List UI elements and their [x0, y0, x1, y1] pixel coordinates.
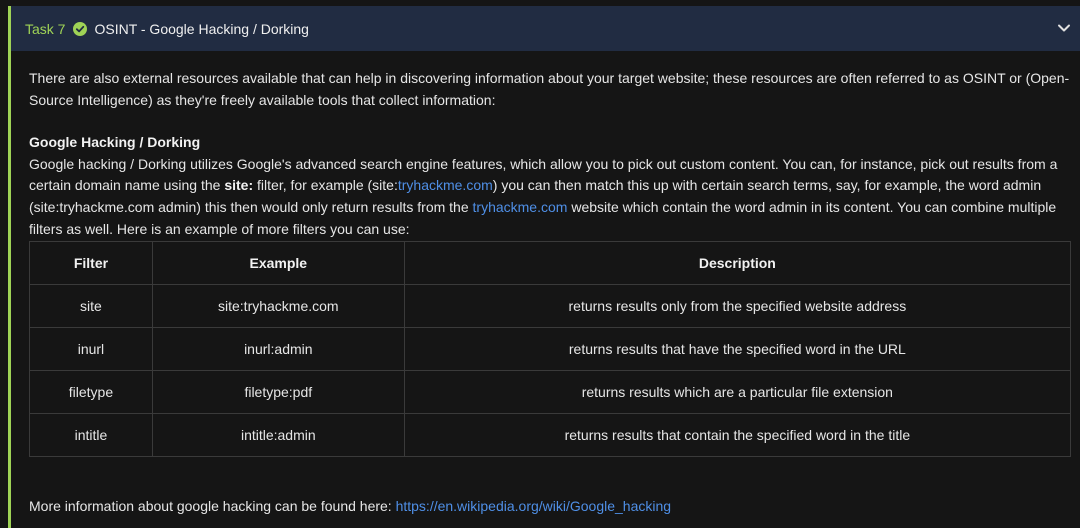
wikipedia-link[interactable]: https://en.wikipedia.org/wiki/Google_hacking	[395, 498, 672, 514]
cell-example: intitle:admin	[152, 414, 404, 457]
paragraph-text-4: website which contain the word admin in its content. You can combine multiple filters as well. Here is an example of more filters you can use:	[29, 198, 1057, 237]
table-header-row	[30, 242, 1071, 285]
tryhackme-link-1[interactable]: tryhackme.com	[397, 177, 493, 194]
chevron-down-icon[interactable]	[1057, 21, 1071, 35]
task-header[interactable]	[8, 6, 1080, 51]
check-circle-icon	[73, 22, 87, 36]
cell-example: filetype:pdf	[152, 371, 404, 414]
section-heading: Google Hacking / Dorking	[29, 134, 201, 151]
cell-example: inurl:admin	[152, 328, 404, 371]
task-title: OSINT - Google Hacking / Dorking	[94, 20, 309, 37]
cell-filter: intitle	[30, 414, 153, 457]
filters-table	[29, 241, 1071, 457]
task-body	[8, 51, 1080, 528]
column-header-example: Example	[152, 242, 404, 285]
cell-filter: inurl	[30, 328, 153, 371]
tryhackme-link-2[interactable]: tryhackme.com	[472, 198, 568, 215]
cell-description: returns results that contain the specified word in the title	[404, 414, 1070, 457]
cell-filter: filetype	[30, 371, 153, 414]
site-filter-bold: site:	[224, 177, 254, 194]
intro-paragraph: There are also external resources available that can help in discovering information about your target website; these resources are often referred to as OSINT or (Open-Source Intelligence) as they're freely available tools that collect information:	[29, 70, 1070, 108]
cell-description: returns results that have the specified word in the URL	[404, 328, 1070, 371]
more-info-line	[29, 498, 671, 514]
dorking-paragraph	[29, 154, 1075, 240]
table-row	[30, 328, 1071, 371]
cell-filter: site	[30, 285, 153, 328]
paragraph-text-2: filter, for example (site:	[253, 177, 398, 194]
task-content	[29, 68, 1075, 240]
cell-description: returns results which are a particular file extension	[404, 371, 1070, 414]
cell-example: site:tryhackme.com	[152, 285, 404, 328]
task-label: Task 7	[25, 20, 66, 37]
paragraph-text-3: ) you can then match this up with certain search terms, say, for example, the word admin (site:tryhackme.com admin) this then would only return results from the	[29, 177, 1042, 215]
column-header-filter: Filter	[30, 242, 153, 285]
cell-description: returns results only from the specified website address	[404, 285, 1070, 328]
table-row	[30, 371, 1071, 414]
table-row	[30, 414, 1071, 457]
table-row	[30, 285, 1071, 328]
more-info-text: More information about google hacking can be found here:	[29, 498, 396, 514]
paragraph-text-1: Google hacking / Dorking utilizes Google's advanced search engine features, which allow you to pick out custom content. You can, for instance, pick out results from a certain domain name using the	[29, 155, 1058, 194]
column-header-description: Description	[404, 242, 1070, 285]
